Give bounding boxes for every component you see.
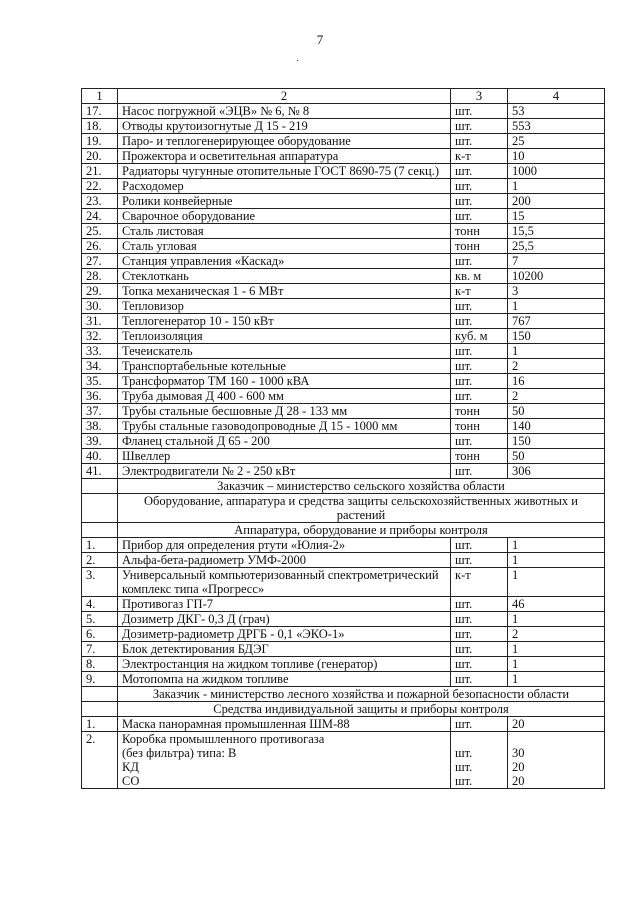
- item-name: Тепловизор: [118, 299, 451, 314]
- item-name: Универсальный компьютеризованный спектрометрический комплекс типа «Прогресс»: [118, 568, 451, 597]
- item-unit: шт.: [451, 299, 508, 314]
- item-quantity-line: [512, 732, 600, 746]
- item-name: Прожектора и осветительная аппаратура: [118, 149, 451, 164]
- item-name: Ролики конвейерные: [118, 194, 451, 209]
- item-name: Противогаз ГП-7: [118, 597, 451, 612]
- table-row: [82, 434, 605, 449]
- item-unit: шт.: [451, 627, 508, 642]
- item-unit: шт.: [451, 134, 508, 149]
- group-heading-text: Оборудование, аппаратура и средства защиты сельскохозяйственных животных и растений: [118, 494, 605, 523]
- item-name: Сталь угловая: [118, 239, 451, 254]
- item-name: Трубы стальные газоводопроводные Д 15 - 1000 мм: [118, 419, 451, 434]
- item-name: Сварочное оборудование: [118, 209, 451, 224]
- item-quantity: 1: [508, 642, 605, 657]
- item-unit: шт.: [451, 642, 508, 657]
- item-quantity: 1000: [508, 164, 605, 179]
- item-quantity: 1: [508, 179, 605, 194]
- item-name: Насос погружной «ЭЦВ» № 6, № 8: [118, 104, 451, 119]
- item-quantity-line: 20: [512, 774, 525, 788]
- row-number: 38.: [82, 419, 118, 434]
- item-name: [118, 732, 451, 789]
- section-blank-cell: [82, 687, 118, 702]
- row-number: 22.: [82, 179, 118, 194]
- item-unit-line: шт.: [455, 746, 473, 760]
- table-row: [82, 179, 605, 194]
- row-number: 23.: [82, 194, 118, 209]
- row-number: 18.: [82, 119, 118, 134]
- item-name: Труба дымовая Д 400 - 600 мм: [118, 389, 451, 404]
- item-name: Электродвигатели № 2 - 250 кВт: [118, 464, 451, 479]
- row-number: 2.: [82, 553, 118, 568]
- item-name: Мотопомпа на жидком топливе: [118, 672, 451, 687]
- item-name: Швеллер: [118, 449, 451, 464]
- item-quantity: 1: [508, 657, 605, 672]
- item-quantity: 767: [508, 314, 605, 329]
- item-unit: тонн: [451, 449, 508, 464]
- row-number: 29.: [82, 284, 118, 299]
- row-number: 1.: [82, 538, 118, 553]
- item-unit: шт.: [451, 597, 508, 612]
- item-quantity: 1: [508, 568, 605, 597]
- table-row: [82, 314, 605, 329]
- item-name: Расходомер: [118, 179, 451, 194]
- item-name: Трансформатор ТМ 160 - 1000 кВА: [118, 374, 451, 389]
- row-number: 21.: [82, 164, 118, 179]
- item-quantity: 200: [508, 194, 605, 209]
- item-quantity: 1: [508, 672, 605, 687]
- item-name: Стеклоткань: [118, 269, 451, 284]
- table-row: [82, 164, 605, 179]
- item-name: Теплогенератор 10 - 150 кВт: [118, 314, 451, 329]
- item-unit: тонн: [451, 404, 508, 419]
- table-row: [82, 134, 605, 149]
- item-name: Электростанция на жидком топливе (генератор): [118, 657, 451, 672]
- item-quantity: 20: [508, 717, 605, 732]
- item-unit: шт.: [451, 164, 508, 179]
- table-row: [82, 374, 605, 389]
- scan-dot: ·: [296, 56, 300, 67]
- group-heading-text: Средства индивидуальной защиты и приборы контроля: [118, 702, 605, 717]
- table-row: [82, 464, 605, 479]
- row-number: 41.: [82, 464, 118, 479]
- table-row: [82, 449, 605, 464]
- item-quantity: 2: [508, 389, 605, 404]
- item-unit: шт.: [451, 359, 508, 374]
- table-row: [82, 359, 605, 374]
- item-quantity: 150: [508, 434, 605, 449]
- item-quantity: 25: [508, 134, 605, 149]
- item-name: Альфа-бета-радиометр УМФ-2000: [118, 553, 451, 568]
- item-unit: шт.: [451, 553, 508, 568]
- table-row: [82, 269, 605, 284]
- item-unit: шт.: [451, 389, 508, 404]
- group-heading: [82, 494, 605, 523]
- row-number: 40.: [82, 449, 118, 464]
- item-unit: [451, 732, 508, 789]
- item-unit: шт.: [451, 672, 508, 687]
- item-quantity: 3: [508, 284, 605, 299]
- row-number: 37.: [82, 404, 118, 419]
- group-heading: [82, 702, 605, 717]
- item-name: Сталь листовая: [118, 224, 451, 239]
- item-name: Отводы крутоизогнутые Д 15 - 219: [118, 119, 451, 134]
- item-quantity: 1: [508, 344, 605, 359]
- row-number: 7.: [82, 642, 118, 657]
- item-quantity-line: 20: [512, 760, 525, 774]
- item-unit: шт.: [451, 179, 508, 194]
- row-number: 5.: [82, 612, 118, 627]
- table-row: [82, 119, 605, 134]
- table-row: [82, 344, 605, 359]
- table-row: [82, 732, 605, 789]
- row-number: 19.: [82, 134, 118, 149]
- item-quantity: 140: [508, 419, 605, 434]
- item-unit: шт.: [451, 314, 508, 329]
- item-name: Фланец стальной Д 65 - 200: [118, 434, 451, 449]
- table-row: [82, 612, 605, 627]
- table-row: [82, 642, 605, 657]
- item-name: Маска панорамная промышленная ШМ-88: [118, 717, 451, 732]
- subgroup-heading: [82, 523, 605, 538]
- row-number: 31.: [82, 314, 118, 329]
- row-number: 27.: [82, 254, 118, 269]
- table-row: [82, 389, 605, 404]
- row-number: 34.: [82, 359, 118, 374]
- item-quantity: 10: [508, 149, 605, 164]
- item-quantity: 1: [508, 612, 605, 627]
- item-unit-line: шт.: [455, 760, 473, 774]
- row-number: 4.: [82, 597, 118, 612]
- item-name: Топка механическая 1 - 6 МВт: [118, 284, 451, 299]
- row-number: 3.: [82, 568, 118, 597]
- header-col-1: 1: [82, 89, 118, 104]
- item-unit: шт.: [451, 612, 508, 627]
- item-unit-line: [455, 732, 503, 746]
- item-quantity: 1: [508, 538, 605, 553]
- table-row: [82, 194, 605, 209]
- item-unit: тонн: [451, 239, 508, 254]
- row-number: 17.: [82, 104, 118, 119]
- header-row: [82, 89, 605, 104]
- item-unit: шт.: [451, 194, 508, 209]
- item-quantity: 46: [508, 597, 605, 612]
- item-quantity: 7: [508, 254, 605, 269]
- item-name: Станция управления «Каскад»: [118, 254, 451, 269]
- table-row: [82, 419, 605, 434]
- item-name: Прибор для определения ртути «Юлия-2»: [118, 538, 451, 553]
- table-row: [82, 149, 605, 164]
- item-quantity: 150: [508, 329, 605, 344]
- table-row: [82, 404, 605, 419]
- row-number: 20.: [82, 149, 118, 164]
- row-number: 35.: [82, 374, 118, 389]
- item-unit: шт.: [451, 717, 508, 732]
- table-row: [82, 329, 605, 344]
- item-name-line: СО: [122, 774, 140, 788]
- row-number: 28.: [82, 269, 118, 284]
- header-col-3: 3: [451, 89, 508, 104]
- section-blank-cell: [82, 523, 118, 538]
- item-name: Паро- и теплогенерирующее оборудование: [118, 134, 451, 149]
- item-unit: тонн: [451, 419, 508, 434]
- item-name: Течеискатель: [118, 344, 451, 359]
- row-number: 30.: [82, 299, 118, 314]
- table-row: [82, 239, 605, 254]
- item-quantity: [508, 732, 605, 789]
- item-unit: шт.: [451, 538, 508, 553]
- item-unit: тонн: [451, 224, 508, 239]
- item-unit: к-т: [451, 568, 508, 597]
- item-quantity: 16: [508, 374, 605, 389]
- row-number: 6.: [82, 627, 118, 642]
- item-name: Радиаторы чугунные отопительные ГОСТ 8690-75 (7 секц.): [118, 164, 451, 179]
- item-name: Блок детектирования БДЭГ: [118, 642, 451, 657]
- item-quantity: 1: [508, 299, 605, 314]
- table-row: [82, 284, 605, 299]
- row-number: 25.: [82, 224, 118, 239]
- item-name: Теплоизоляция: [118, 329, 451, 344]
- row-number: 8.: [82, 657, 118, 672]
- item-quantity: 10200: [508, 269, 605, 284]
- item-quantity: 50: [508, 404, 605, 419]
- item-quantity: 15: [508, 209, 605, 224]
- item-name: Транспортабельные котельные: [118, 359, 451, 374]
- item-quantity: 1: [508, 553, 605, 568]
- table-row: [82, 657, 605, 672]
- customer-heading-text: Заказчик – министерство сельского хозяйства области: [118, 479, 605, 494]
- items-table: [81, 88, 605, 789]
- customer-heading-text: Заказчик - министерство лесного хозяйства и пожарной безопасности области: [118, 687, 605, 702]
- row-number: 26.: [82, 239, 118, 254]
- table-row: [82, 553, 605, 568]
- item-unit: шт.: [451, 657, 508, 672]
- item-quantity: 306: [508, 464, 605, 479]
- item-name-line: Коробка промышленного противогаза: [122, 732, 325, 746]
- item-unit: к-т: [451, 149, 508, 164]
- header-col-4: 4: [508, 89, 605, 104]
- table-row: [82, 209, 605, 224]
- section-blank-cell: [82, 702, 118, 717]
- item-quantity: 25,5: [508, 239, 605, 254]
- customer-heading: [82, 479, 605, 494]
- section-blank-cell: [82, 479, 118, 494]
- item-unit: шт.: [451, 104, 508, 119]
- item-unit: шт.: [451, 344, 508, 359]
- customer-heading: [82, 687, 605, 702]
- item-unit: шт.: [451, 209, 508, 224]
- table-row: [82, 568, 605, 597]
- row-number: 24.: [82, 209, 118, 224]
- row-number: 36.: [82, 389, 118, 404]
- item-quantity: 15,5: [508, 224, 605, 239]
- item-unit: шт.: [451, 254, 508, 269]
- table-row: [82, 104, 605, 119]
- row-number: 2.: [82, 732, 118, 789]
- section-blank-cell: [82, 494, 118, 523]
- item-unit-line: шт.: [455, 774, 473, 788]
- row-number: 9.: [82, 672, 118, 687]
- table-row: [82, 627, 605, 642]
- page-number: 7: [316, 32, 324, 47]
- item-name-line: КД: [122, 760, 139, 774]
- item-unit: шт.: [451, 374, 508, 389]
- row-number: 39.: [82, 434, 118, 449]
- item-unit: к-т: [451, 284, 508, 299]
- item-quantity: 2: [508, 359, 605, 374]
- table-row: [82, 538, 605, 553]
- item-unit: куб. м: [451, 329, 508, 344]
- item-unit: кв. м: [451, 269, 508, 284]
- item-quantity: 2: [508, 627, 605, 642]
- header-col-2: 2: [118, 89, 451, 104]
- item-name: Дозиметр ДКГ- 0,3 Д (грач): [118, 612, 451, 627]
- row-number: 33.: [82, 344, 118, 359]
- item-name-line: (без фильтра) типа: В: [122, 746, 237, 760]
- item-name: Трубы стальные бесшовные Д 28 - 133 мм: [118, 404, 451, 419]
- item-name: Дозиметр-радиометр ДРГБ - 0,1 «ЭКО-1»: [118, 627, 451, 642]
- item-unit: шт.: [451, 464, 508, 479]
- table-row: [82, 224, 605, 239]
- table-row: [82, 672, 605, 687]
- table-row: [82, 717, 605, 732]
- item-unit: шт.: [451, 434, 508, 449]
- row-number: 1.: [82, 717, 118, 732]
- table-row: [82, 299, 605, 314]
- table-row: [82, 597, 605, 612]
- item-quantity-line: 30: [512, 746, 525, 760]
- subgroup-heading-text: Аппаратура, оборудование и приборы контроля: [118, 523, 605, 538]
- item-unit: шт.: [451, 119, 508, 134]
- item-quantity: 553: [508, 119, 605, 134]
- table-row: [82, 254, 605, 269]
- row-number: 32.: [82, 329, 118, 344]
- item-quantity: 53: [508, 104, 605, 119]
- item-quantity: 50: [508, 449, 605, 464]
